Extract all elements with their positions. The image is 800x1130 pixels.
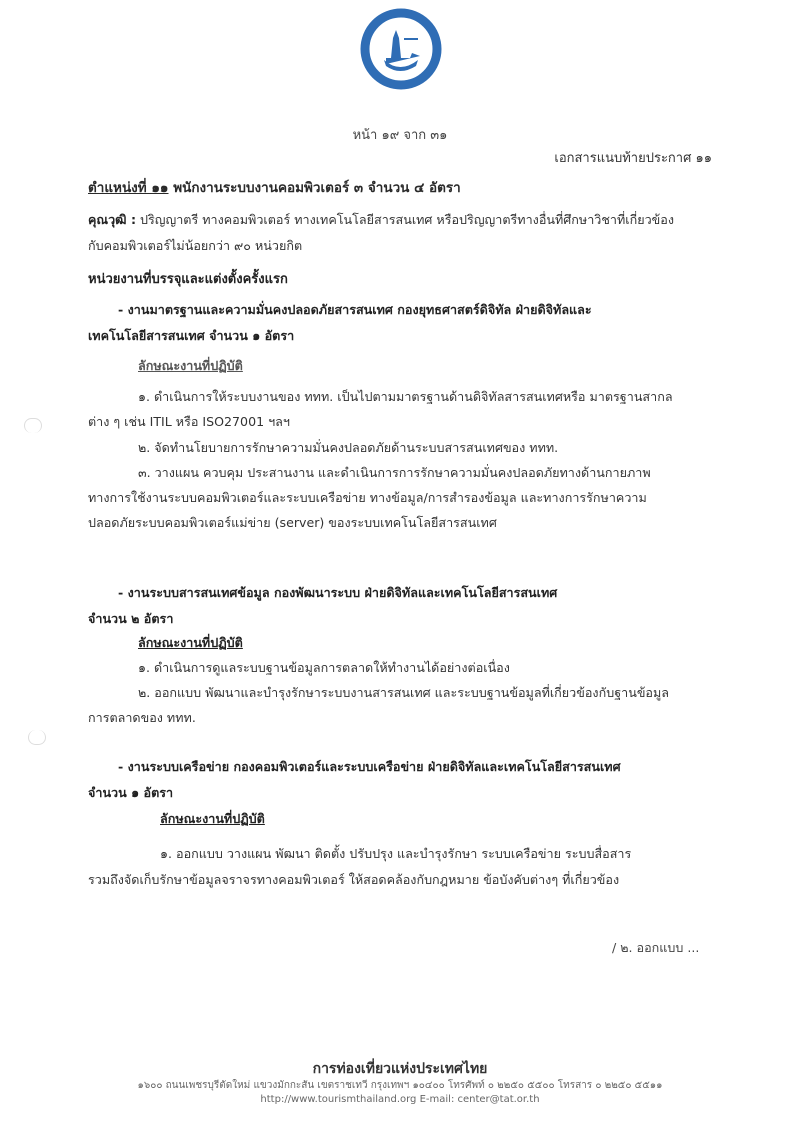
position-name: พนักงานระบบงานคอมพิวเตอร์ ๓ จำนวน ๔ อัตรา	[168, 180, 461, 196]
page-number: หน้า ๑๙ จาก ๓๑	[352, 128, 448, 143]
unit-1-duties-heading: ลักษณะงานที่ปฏิบัติ	[138, 358, 243, 373]
unit-2-count: จำนวน ๒ อัตรา	[88, 611, 174, 626]
punch-hole-mark	[28, 730, 46, 745]
qualification-line-2: กับคอมพิวเตอร์ไม่น้อยกว่า ๙๐ หน่วยกิต	[88, 238, 303, 253]
position-title	[88, 176, 461, 198]
units-heading: หน่วยงานที่บรรจุและแต่งตั้งครั้งแรก	[88, 272, 288, 287]
unit-3-title: - งานระบบเครือข่าย กองคอมพิวเตอร์และระบบเครือข่าย ฝ่ายดิจิทัลและเทคโนโลยีสารสนเทศ	[118, 759, 621, 774]
punch-hole-mark	[24, 418, 42, 433]
unit-1-title: - งานมาตรฐานและความมั่นคงปลอดภัยสารสนเทศ กองยุทธศาสตร์ดิจิทัล ฝ่ายดิจิทัลและ	[118, 302, 592, 317]
unit-2-duty: ๑. ดำเนินการดูแลระบบฐานข้อมูลการตลาดให้ทำงานได้อย่างต่อเนื่อง	[138, 660, 510, 675]
qualification-line-1: คุณวุฒิ : ปริญญาตรี ทางคอมพิวเตอร์ ทางเทคโนโลยีสารสนเทศ หรือปริญญาตรีทางอื่นที่ศึกษาวิชาที่เกี่ยวข้อง	[88, 212, 674, 227]
position-label: ตำแหน่งที่ ๑๑	[88, 180, 169, 196]
unit-1-count: เทคโนโลยีสารสนเทศ จำนวน ๑ อัตรา	[88, 328, 295, 343]
qualification-label: คุณวุฒิ :	[88, 212, 136, 227]
unit-3-count: จำนวน ๑ อัตรา	[88, 785, 174, 800]
footer-web-email: http://www.tourismthailand.org E-mail: center@tat.or.th	[260, 1094, 540, 1105]
logo-abbrev: ททท	[392, 18, 410, 28]
unit-1-duty: ๑. ดำเนินการให้ระบบงานของ ททท. เป็นไปตามมาตรฐานด้านดิจิทัลสารสนเทศหรือ มาตรฐานสากล	[138, 389, 673, 404]
unit-1-duty: ๒. จัดทำนโยบายการรักษาความมั่นคงปลอดภัยด้านระบบสารสนเทศของ ททท.	[138, 440, 559, 455]
unit-2-duties-heading: ลักษณะงานที่ปฏิบัติ	[138, 635, 243, 650]
unit-2-duty: การตลาดของ ททท.	[88, 710, 196, 725]
footer-org-name: การท่องเที่ยวแห่งประเทศไทย	[312, 1061, 488, 1077]
unit-3-duty: ๑. ออกแบบ วางแผน พัฒนา ติดตั้ง ปรับปรุง และบำรุงรักษา ระบบเครือข่าย ระบบสื่อสาร	[160, 846, 632, 861]
unit-1-duty: ต่าง ๆ เช่น ITIL หรือ ISO27001 ฯลฯ	[88, 414, 290, 429]
tat-logo	[360, 8, 442, 90]
unit-2-duty: ๒. ออกแบบ พัฒนาและบำรุงรักษาระบบงานสารสนเทศ และระบบฐานข้อมูลที่เกี่ยวข้องกับฐานข้อมูล	[138, 685, 670, 700]
continuation-note: / ๒. ออกแบบ ...	[612, 940, 700, 955]
footer-address: ๑๖๐๐ ถนนเพชรบุรีตัดใหม่ แขวงมักกะสัน เขตราชเทวี กรุงเทพฯ ๑๐๔๐๐ โทรศัพท์ ๐ ๒๒๕๐ ๕๕๐๐ โทรสาร ๐ ๒๒๕๐ ๕๕๑๑	[137, 1080, 663, 1091]
unit-1-duty: ๓. วางแผน ควบคุม ประสานงาน และดำเนินการการรักษาความมั่นคงปลอดภัยทางด้านกายภาพ	[138, 465, 651, 480]
unit-3-duty: รวมถึงจัดเก็บรักษาข้อมูลจราจรทางคอมพิวเตอร์ ให้สอดคล้องกับกฎหมาย ข้อบังคับต่างๆ ที่เกี่ยวข้อง	[88, 872, 620, 887]
unit-1-duty: ทางการใช้งานระบบคอมพิวเตอร์และระบบเครือข่าย ทางข้อมูล/การสำรองข้อมูล และทางการรักษาความ	[88, 490, 647, 505]
unit-2-title: - งานระบบสารสนเทศข้อมูล กองพัฒนาระบบ ฝ่ายดิจิทัลและเทคโนโลยีสารสนเทศ	[118, 585, 558, 600]
unit-1-duty: ปลอดภัยระบบคอมพิวเตอร์แม่ข่าย (server) ของระบบเทคโนโลยีสารสนเทศ	[88, 515, 497, 530]
unit-3-duties-heading: ลักษณะงานที่ปฏิบัติ	[160, 811, 265, 826]
annex-label: เอกสารแนบท้ายประกาศ ๑๑	[554, 151, 712, 166]
